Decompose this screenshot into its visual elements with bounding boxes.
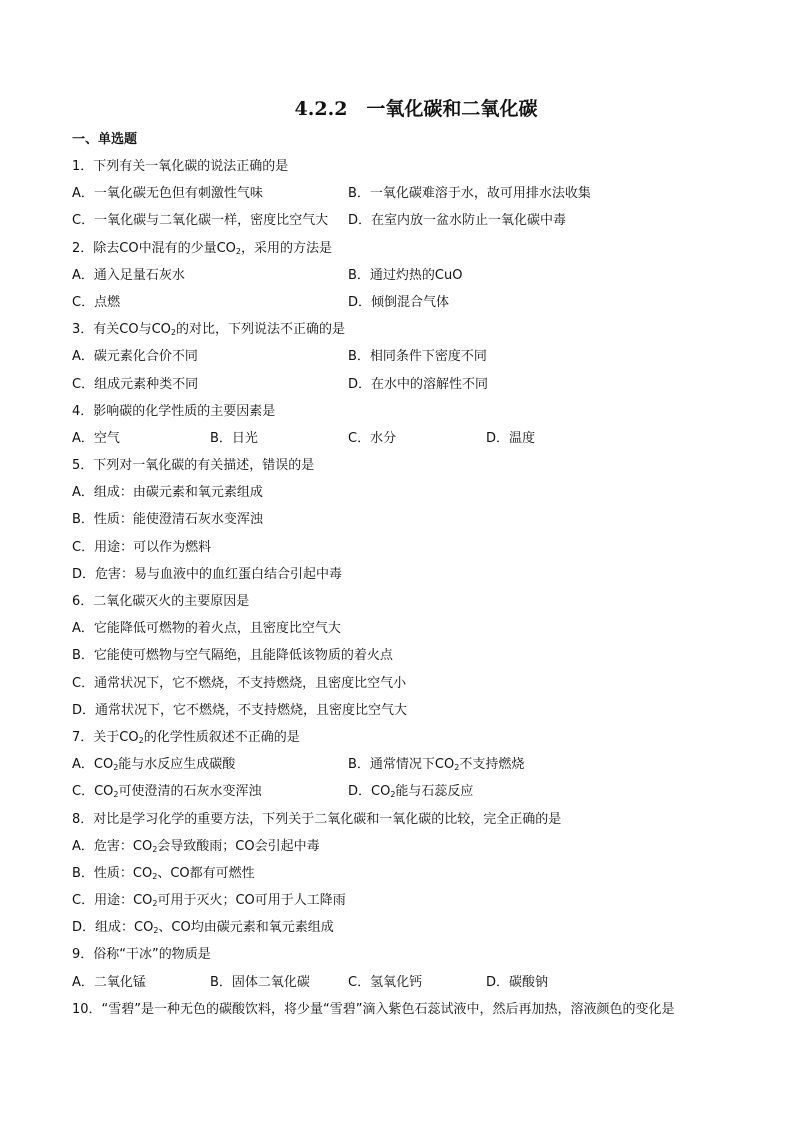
option-3c: C．组成元素种类不同	[72, 376, 199, 392]
option-8c: C．用途：$CO_2$可用于灭火；CO可用于人工降雨	[72, 893, 346, 909]
option-row	[72, 751, 732, 778]
option-1d: D．在室内放一盆水防止一氧化碳中毒	[348, 213, 567, 229]
option-8d: D．组成：$CO_2$、CO均由碳元素和氧元素组成	[72, 920, 334, 936]
section-heading: 一、单选题	[72, 132, 138, 147]
question-stem-2: 2．除去CO中混有的少量$CO_2$，采用的方法是	[72, 240, 332, 256]
option-1c: C．一氧化碳与二氧化碳一样，密度比空气大	[72, 213, 329, 229]
option-3d: D．在水中的溶解性不同	[348, 376, 489, 392]
option-row	[72, 425, 732, 452]
option-9c: C．氢氧化钙	[348, 974, 423, 990]
option-4c: C．水分	[348, 430, 397, 446]
option-2d: D．倾倒混合气体	[348, 294, 450, 310]
option-row	[72, 969, 732, 996]
question-stem-5: 5．下列对一氧化碳的有关描述，错误的是	[72, 458, 315, 474]
option-7b: B．通常情况下$CO_2$不支持燃烧	[348, 757, 525, 773]
option-2b: B．通过灼热的CuO	[348, 267, 463, 283]
option-row	[72, 262, 732, 289]
option-6a: A．它能降低可燃物的着火点，且密度比空气大	[72, 621, 341, 637]
worksheet-page	[72, 92, 732, 1023]
option-row	[72, 180, 732, 207]
option-6c: C．通常状况下，它不燃烧，不支持燃烧，且密度比空气小	[72, 675, 407, 691]
option-1b: B．一氧化碳难溶于水，故可用排水法收集	[348, 186, 591, 202]
option-5d: D．危害：易与血液中的血红蛋白结合引起中毒	[72, 566, 343, 582]
question-stem-7: 7．关于$CO_2$的化学性质叙述不正确的是	[72, 729, 300, 745]
option-8b: B．性质：$CO_2$、CO都有可燃性	[72, 865, 255, 881]
option-6b: B．它能使可燃物与空气隔绝，且能降低该物质的着火点	[72, 648, 393, 664]
option-row	[72, 343, 732, 370]
question-stem-6: 6．二氧化碳灭火的主要原因是	[72, 594, 250, 609]
option-7d: D．$CO_2$能与石蕊反应	[348, 784, 474, 800]
question-stem-8: 8．对比是学习化学的重要方法，下列关于二氧化碳和一氧化碳的比较，完全正确的是	[72, 811, 562, 827]
option-5b: B．性质：能使澄清石灰水变浑浊	[72, 512, 263, 528]
option-7c: C．$CO_2$可使澄清的石灰水变浑浊	[72, 784, 262, 800]
option-5a: A．组成：由碳元素和氧元素组成	[72, 485, 263, 501]
option-row	[72, 371, 732, 398]
option-6d: D．通常状况下，它不燃烧，不支持燃烧，且密度比空气大	[72, 702, 408, 718]
option-4b: B．日光	[210, 430, 258, 446]
option-2a: A．通入足量石灰水	[72, 267, 185, 283]
option-9a: A．二氧化锰	[72, 974, 146, 990]
option-row	[72, 207, 732, 234]
question-stem-1: 1．下列有关一氧化碳的说法正确的是	[72, 159, 289, 174]
option-4a: A．空气	[72, 430, 120, 446]
option-1a: A．一氧化碳无色但有刺激性气味	[72, 186, 263, 202]
option-row	[72, 289, 732, 316]
option-2c: C．点燃	[72, 294, 121, 310]
question-stem-9: 9．俗称“干冰”的物质是	[72, 947, 211, 963]
option-7a: A．$CO_2$能与水反应生成碳酸	[72, 757, 236, 773]
option-3a: A．碳元素化合价不同	[72, 349, 198, 365]
question-stem-3: 3．有关CO与$CO_2$的对比，下列说法不正确的是	[72, 322, 345, 338]
option-8a: A．危害：$CO_2$会导致酸雨；CO会引起中毒	[72, 838, 320, 854]
question-stem-4: 4．影响碳的化学性质的主要因素是	[72, 403, 276, 419]
option-9b: B．固体二氧化碳	[210, 974, 310, 990]
option-4d: D．温度	[486, 430, 536, 446]
option-3b: B．相同条件下密度不同	[348, 349, 487, 365]
page-title: 4.2.2 一氧化碳和二氧化碳	[294, 98, 538, 120]
question-stem-10: 10．“雪碧”是一种无色的碳酸饮料，将少量“雪碧”滴入紫色石蕊试液中，然后再加热，溶液颜色的变化是	[72, 1001, 675, 1017]
option-5c: C．用途：可以作为燃料	[72, 539, 212, 555]
option-row	[72, 778, 732, 805]
option-9d: D．碳酸钠	[486, 974, 549, 990]
